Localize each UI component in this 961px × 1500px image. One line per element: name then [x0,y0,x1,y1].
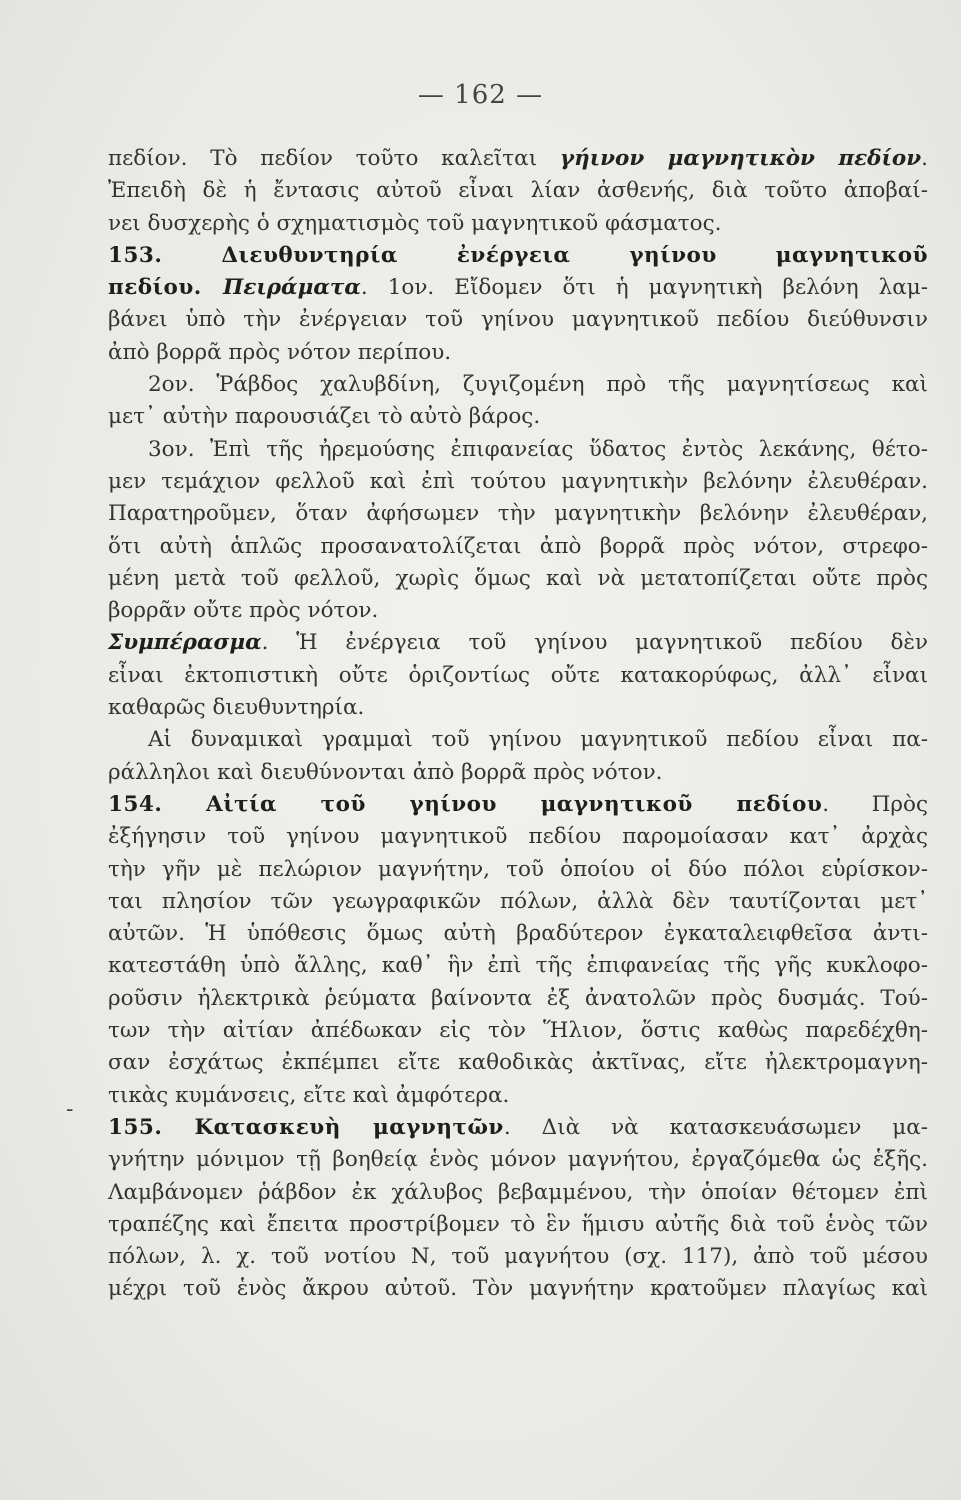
text-line [108,498,928,530]
text-run: . Πρὸς [822,791,928,817]
text-run: μέχρι τοῦ ἑνὸς ἄκρου αὐτοῦ. Τὸν μαγνήτην κρατοῦμεν πλαγίως καὶ [108,1276,928,1302]
text-line [108,563,928,595]
section-heading: 155. [108,1114,195,1140]
text-line [108,918,928,950]
text-run: ὅτι αὐτὴ ἁπλῶς προσανατολίζεται ἀπὸ βορρᾶ πρὸς νότον, στρεφο- [108,533,928,559]
text-run: νει δυσχερὴς ὁ σχηματισμὸς τοῦ μαγνητικοῦ φάσματος. [108,210,722,236]
text-line [108,1241,928,1273]
text-run: 3ον. Ἐπὶ τῆς ἠρεμούσης ἐπιφανείας ὕδατος ἐντὸς λεκάνης, θέτο- [148,436,928,462]
text-line [108,337,928,369]
text-run: μετ᾽ αὐτὴν παρουσιάζει τὸ αὐτὸ βάρος. [108,404,541,430]
text-line [108,369,928,401]
text-run: . Διὰ νὰ κατασκευάσωμεν μα- [503,1114,928,1140]
emphasized-text: γήινον μαγνητικὸν πεδίον [559,146,922,171]
text-run: ἀπὸ βορρᾶ πρὸς νότον περίπου. [108,339,452,365]
text-line [108,1015,928,1047]
text-line [108,208,928,240]
text-run: μεν τεμάχιον φελλοῦ καὶ ἐπὶ τούτου μαγνητικὴν βελόνην ἐλευθέραν. [108,468,928,494]
text-line [108,757,928,789]
text-line [108,1112,928,1144]
text-run: Λαμβάνομεν ῥάβδον ἐκ χάλυβος βεβαμμένου, τὴν ὁποίαν θέτομεν ἐπὶ [108,1179,928,1205]
text-run: . Ἡ ἐνέργεια τοῦ γηίνου μαγνητικοῦ πεδίου δὲν [261,630,928,656]
text-run: πεδίον. Τὸ πεδίον τοῦτο καλεῖται [108,146,560,171]
text-run: Αἱ δυναμικαὶ γραμμαὶ τοῦ γηίνου μαγνητικοῦ πεδίου εἶναι πα- [148,727,928,753]
margin-mark: - [66,1097,74,1122]
emphasized-text: Πειράματα [222,275,361,301]
text-line [108,692,928,724]
text-line [108,595,928,627]
text-run: πόλων, λ. χ. τοῦ νοτίου Ν, τοῦ μαγνήτου (σχ. 117), ἀπὸ τοῦ μέσου [108,1244,928,1270]
text-line [108,304,928,336]
text-line [108,175,928,207]
section-heading: πεδίου. [108,275,223,301]
text-line [108,531,928,563]
text-line [108,1273,928,1305]
text-line [108,466,928,498]
text-run: ροῦσιν ἠλεκτρικὰ ῥεύματα βαίνοντα ἐξ ἀνατολῶν πρὸς δυσμάς. Τού- [108,985,928,1011]
section-heading: Κατασκευὴ μαγνητῶν [194,1114,504,1140]
section-heading: Αἰτία τοῦ γηίνου μαγνητικοῦ πεδίου [206,791,823,817]
text-run: Παρατηροῦμεν, ὅταν ἀφήσωμεν τὴν μαγνητικὴν βελόνην ἐλευθέραν, [108,501,928,527]
text-line [108,1047,928,1079]
text-run: ται πλησίον τῶν γεωγραφικῶν πόλων, ἀλλὰ δὲν ταυτίζονται μετ᾽ [108,888,928,914]
text-line [108,821,928,853]
section-heading: Διευθυντηρία ἐνέργεια γηίνου μαγνητικοῦ [221,242,928,268]
text-line [108,143,928,175]
text-line [108,434,928,466]
text-line [108,854,928,886]
text-line [108,240,928,272]
text-line [108,660,928,692]
body-text [108,143,928,1306]
text-line [108,272,928,304]
text-run: αὐτῶν. Ἡ ὑπόθεσις ὅμως αὐτὴ βραδύτερον ἐγκαταλειφθεῖσα ἀντι- [108,921,928,947]
text-line [108,401,928,433]
text-line [108,1209,928,1241]
text-run: τὴν γῆν μὲ πελώριον μαγνήτην, τοῦ ὁποίου οἱ δύο πόλοι εὑρίσκον- [108,856,928,882]
section-heading: 154. [108,791,207,817]
text-run: τικὰς κυμάνσεις, εἴτε καὶ ἀμφότερα. [108,1082,510,1108]
text-line [108,950,928,982]
section-heading: 153. [108,242,222,268]
text-run: βορρᾶν οὔτε πρὸς νότον. [108,598,379,624]
text-line [108,1144,928,1176]
text-run: ἐξήγησιν τοῦ γηίνου μαγνητικοῦ πεδίου παρομοίασαν κατ᾽ ἀρχὰς [108,824,928,850]
page-number: — 162 — [417,80,544,110]
text-run: μένη μετὰ τοῦ φελλοῦ, χωρὶς ὅμως καὶ νὰ μετατοπίζεται οὔτε πρὸς [108,565,928,591]
text-run: τραπέζης καὶ ἔπειτα προστρίβομεν τὸ ἓν ἥμισυ αὐτῆς διὰ τοῦ ἑνὸς τῶν [108,1211,928,1237]
text-run: Ἐπειδὴ δὲ ἡ ἔντασις αὐτοῦ εἶναι λίαν ἀσθενής, διὰ τοῦτο ἀποβαί- [108,178,928,204]
text-run: κατεστάθη ὑπὸ ἄλλης, καθ᾽ ἣν ἐπὶ τῆς ἐπιφανείας τῆς γῆς κυκλοφο- [108,953,928,979]
text-run: καθαρῶς διευθυντηρία. [108,695,365,721]
text-run: βάνει ὑπὸ τὴν ἐνέργειαν τοῦ γηίνου μαγνητικοῦ πεδίου διεύθυνσιν [108,307,928,333]
text-line [108,886,928,918]
emphasized-text: Συμπέρασμα [108,630,262,656]
text-run: εἶναι ἐκτοπιστικὴ οὔτε ὁριζοντίως οὔτε κατακορύφως, ἀλλ᾽ εἶναι [108,662,928,688]
text-run: 2ον. Ῥάβδος χαλυβδίνη, ζυγιζομένη πρὸ τῆς μαγνητίσεως καὶ [148,372,928,398]
text-run: των τὴν αἰτίαν ἀπέδωκαν εἰς τὸν Ἥλιον, ὅστις καθὼς παρεδέχθη- [108,1018,928,1044]
text-line [108,983,928,1015]
text-line [108,1080,928,1112]
text-run: σαν ἐσχάτως ἐκπέμπει εἴτε καθοδικὰς ἀκτῖνας, εἴτε ἠλεκτρομαγνη- [108,1050,928,1076]
text-line [108,627,928,659]
text-line [108,1177,928,1209]
text-run: ράλληλοι καὶ διευθύνονται ἀπὸ βορρᾶ πρὸς νότον. [108,759,663,785]
text-line [108,724,928,756]
text-line [108,789,928,821]
text-run: γνήτην μόνιμον τῇ βοηθείᾳ ἑνὸς μόνον μαγνήτου, ἐργαζόμεθα ὡς ἑξῆς. [108,1147,928,1173]
text-run: . [921,146,928,171]
text-run: . 1ον. Εἴδομεν ὅτι ἡ μαγνητικὴ βελόνη λαμ- [360,275,929,301]
